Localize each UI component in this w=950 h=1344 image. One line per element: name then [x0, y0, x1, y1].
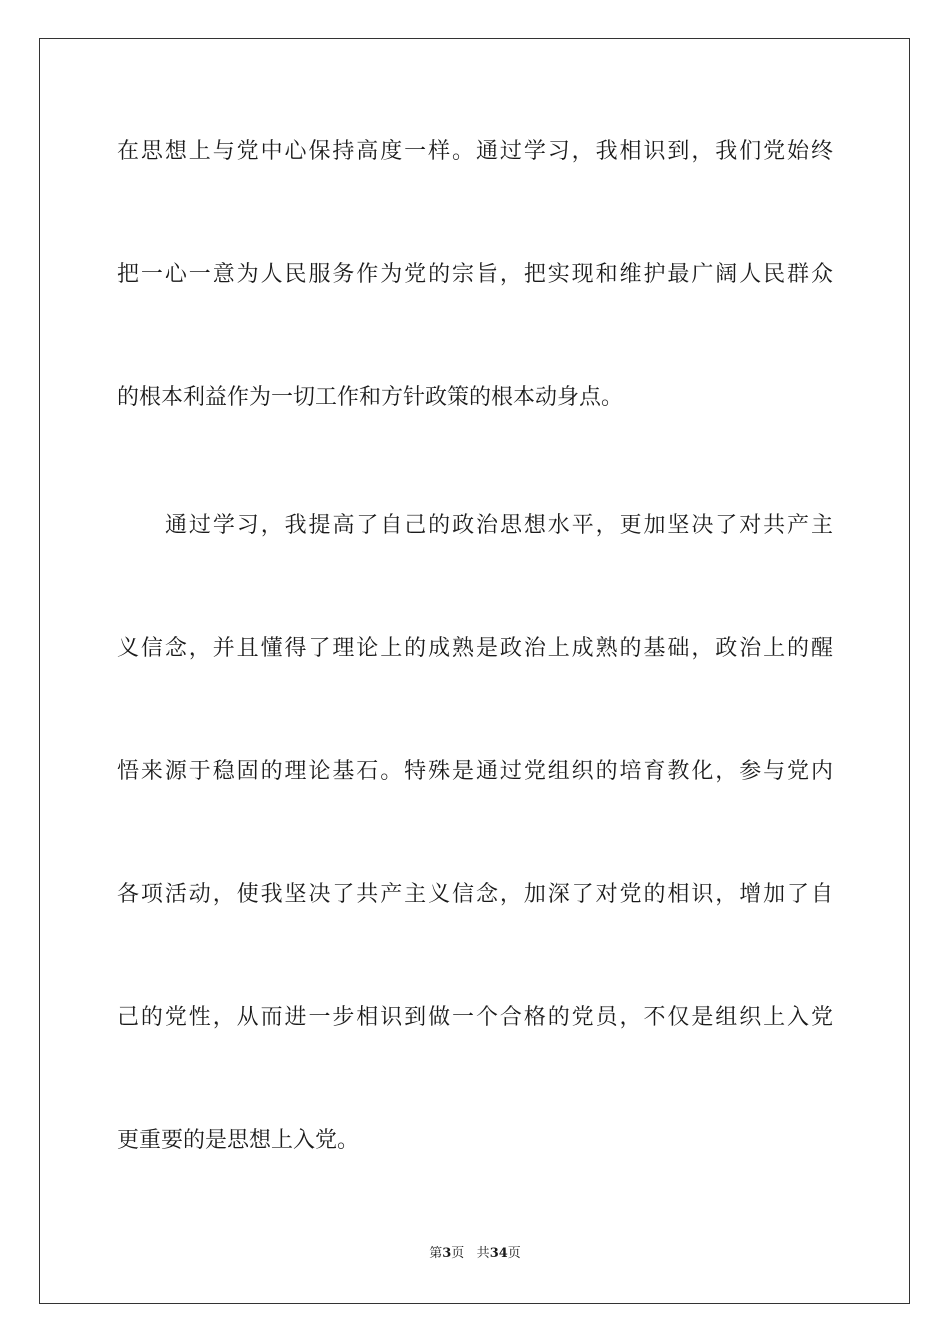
footer-page-suffix: 页 [451, 1246, 465, 1261]
body-line-8: 己的党性，从而进一步相识到做一个合格的党员，不仅是组织上入党 [117, 1005, 833, 1030]
footer-page-current: 3 [442, 1246, 452, 1261]
footer-page-total: 34 [489, 1246, 508, 1261]
body-line-5: 义信念，并且懂得了理论上的成熟是政治上成熟的基础，政治上的醒 [117, 636, 833, 661]
body-line-2: 把一心一意为人民服务作为党的宗旨，把实现和维护最广阔人民群众 [117, 262, 833, 287]
footer-page-prefix: 第 [429, 1246, 443, 1261]
footer-total-suffix: 页 [507, 1246, 521, 1261]
body-line-7: 各项活动，使我坚决了共产主义信念，加深了对党的相识，增加了自 [117, 882, 833, 907]
body-line-9: 更重要的是思想上入党。 [117, 1128, 360, 1153]
body-line-6: 悟来源于稳固的理论基石。特殊是通过党组织的培育教化，参与党内 [117, 759, 833, 784]
page-border [39, 38, 910, 1304]
body-line-1: 在思想上与党中心保持高度一样。通过学习，我相识到，我们党始终 [117, 139, 833, 164]
footer-total-prefix: 共 [476, 1246, 490, 1261]
body-line-3: 的根本利益作为一切工作和方针政策的根本动身点。 [117, 385, 624, 410]
body-line-4: 通过学习，我提高了自己的政治思想水平，更加坚决了对共产主 [165, 513, 833, 538]
page-footer [0, 1246, 950, 1262]
